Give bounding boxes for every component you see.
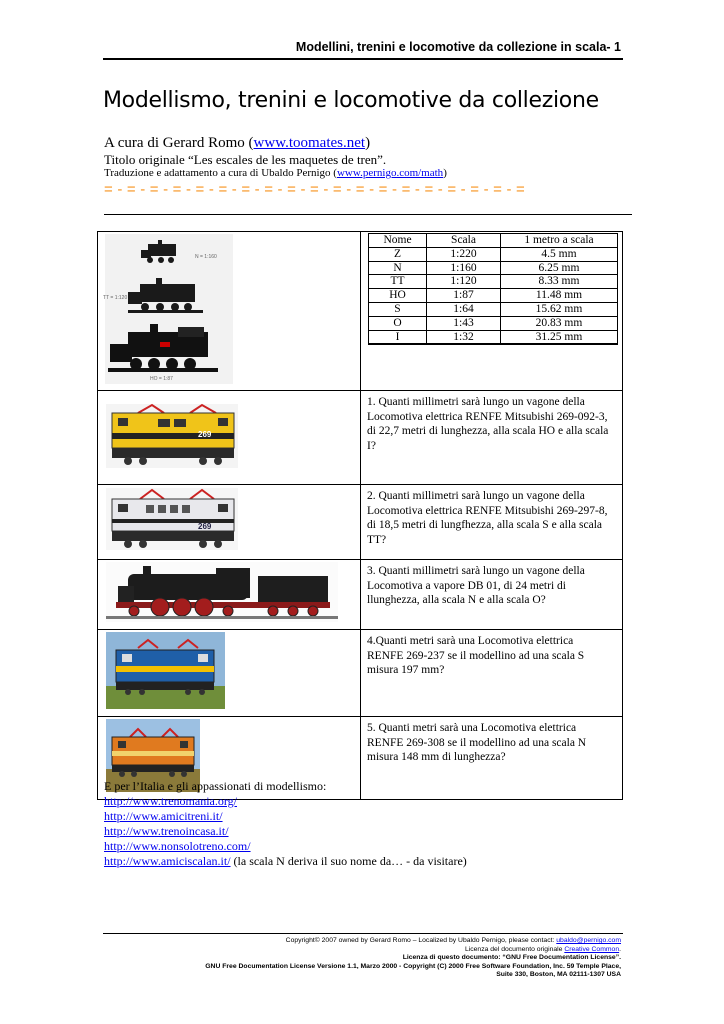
loco-photo-cell-2: [98, 485, 361, 560]
scale-name: O: [369, 316, 427, 330]
translation-link[interactable]: www.pernigo.com/math: [336, 167, 444, 179]
scale-ratio: 1:32: [427, 330, 501, 344]
scale-meter: 20.83 mm: [501, 316, 618, 330]
decorative-dash-line: = - = - = - = - = - = - = - = - = - = - = - = - = - = - = - = - = - = - =: [104, 181, 525, 198]
footer-license-suffix: .: [619, 945, 621, 953]
author-suffix: ): [365, 135, 371, 151]
scale-name: I: [369, 330, 427, 344]
scale-row: [369, 316, 618, 330]
link-amiciscalan[interactable]: http://www.amiciscalan.it/: [104, 854, 231, 868]
footer-license-doc: Licenza di questo documento: “GNU Free Documentation License”.: [402, 954, 621, 962]
footer-license-prefix: Licenza del documento originale: [464, 945, 565, 953]
footer: [103, 937, 621, 980]
footer-address: Suite 330, Boston, MA 02111-1307 USA: [496, 971, 621, 979]
loco-photo-white-269: [98, 485, 360, 554]
exercise-3: 3. Quanti millimetri sarà lungo un vagone della Locomotiva a vapore DB 01, di 24 metri di llunghezza, alla scala N e alla scala O?: [361, 560, 623, 630]
separator-rule: [104, 214, 632, 215]
scale-row: [369, 247, 618, 261]
header-rule: [103, 58, 623, 60]
footer-email-link[interactable]: ubaldo@pernigo.com: [556, 937, 621, 944]
label-n-scale: N = 1:160: [195, 254, 217, 260]
scale-name: S: [369, 302, 427, 316]
scale-row: [369, 261, 618, 275]
scale-ratio: 1:220: [427, 247, 501, 261]
loco-photo-cell-4: [98, 630, 361, 717]
scale-ratio: 1:43: [427, 316, 501, 330]
scale-name: HO: [369, 289, 427, 303]
scale-meter: 11.48 mm: [501, 289, 618, 303]
exercise-1: 1. Quanti millimetri sarà lungo un vagone della Locomotiva elettrica RENFE Mitsubishi 269-092-3, di 22,7 metri di lunghezza, alla scala HO e alla scala I?: [361, 391, 623, 485]
scale-table-cell: [361, 232, 623, 391]
link-trenoincasa[interactable]: http://www.trenoincasa.it/: [104, 824, 229, 838]
scale-comparison-photo-cell: [98, 232, 361, 391]
loco-photo-cell-3: [98, 560, 361, 630]
col-header-scale: Scala: [427, 234, 501, 248]
loco-number-269b: 269: [198, 522, 212, 531]
author-line: [104, 135, 370, 152]
author-link[interactable]: www.toomates.net: [253, 135, 366, 151]
scale-comparison-photo: [98, 232, 360, 385]
link-amicitreni[interactable]: http://www.amicitreni.it/: [104, 809, 223, 823]
original-title: Titolo originale “Les escales de les maquetes de tren”.: [104, 152, 387, 167]
loco-photo-steam-db01: [98, 560, 360, 624]
links-intro: E per l’Italia e gli appassionati di modellismo:: [104, 779, 327, 793]
scale-row: [369, 289, 618, 303]
footer-cc-link[interactable]: Creative Common: [564, 945, 620, 953]
page-title: Modellismo, trenini e locomotive da collezione: [103, 88, 599, 113]
scale-meter: 15.62 mm: [501, 302, 618, 316]
scale-meter: 6.25 mm: [501, 261, 618, 275]
scale-meter: 4.5 mm: [501, 247, 618, 261]
scale-ratio: 1:64: [427, 302, 501, 316]
translation-suffix: ): [443, 167, 447, 179]
scale-name: Z: [369, 247, 427, 261]
loco-photo-cell-1: [98, 391, 361, 485]
amiciscalan-note: (la scala N deriva il suo nome da… - da visitare): [230, 854, 467, 868]
exercise-table: [97, 231, 623, 800]
links-section: [104, 779, 467, 869]
footer-rule: [103, 933, 623, 934]
scale-table: [368, 233, 618, 345]
scale-name: TT: [369, 275, 427, 289]
footer-gnu-line: GNU Free Documentation License Versione 1.1, Marzo 2000 - Copyright (C) 2000 Free Software Foundation, Inc. 59 Temple Place,: [205, 962, 621, 970]
label-ho-scale: HO = 1:87: [150, 376, 173, 382]
scale-table-header-row: [369, 234, 618, 248]
scale-row: [369, 330, 618, 344]
loco-photo-blue-yellow-269-237: [98, 630, 360, 711]
exercise-2: 2. Quanti millimetri sarà lungo un vagone della Locomotiva elettrica RENFE Mitsubishi 269-297-8, di 18,5 metri di lungfhezza, alla scala S e alla scala TT?: [361, 485, 623, 560]
exercise-5: 5. Quanti metri sarà una Locomotiva elettrica RENFE 269-308 se il modellino ad una scala N misura 148 mm di lunghezza?: [361, 717, 623, 800]
link-nonsolotreno[interactable]: http://www.nonsolotreno.com/: [104, 839, 251, 853]
scale-ratio: 1:120: [427, 275, 501, 289]
col-header-meter: 1 metro a scala: [501, 234, 618, 248]
author-prefix: A cura di Gerard Romo (: [104, 135, 254, 151]
scale-ratio: 1:160: [427, 261, 501, 275]
footer-copyright: Copyright© 2007 owned by Gerard Romo – Localized by Ubaldo Pernigo, please contact:: [285, 937, 557, 944]
scale-row: [369, 275, 618, 289]
scale-name: N: [369, 261, 427, 275]
scale-meter: 8.33 mm: [501, 275, 618, 289]
running-header: Modellini, trenini e locomotive da collezione in scala- 1: [295, 40, 621, 54]
loco-number-269: 269: [198, 430, 212, 439]
label-tt-scale: TT = 1:120: [103, 295, 128, 301]
exercise-4: 4.Quanti metri sarà una Locomotiva elettrica RENFE 269-237 se il modellino ad una scala S misura 197 mm?: [361, 630, 623, 717]
scale-meter: 31.25 mm: [501, 330, 618, 344]
scale-ratio: 1:87: [427, 289, 501, 303]
col-header-name: Nome: [369, 234, 427, 248]
loco-photo-yellow-269: [98, 391, 360, 479]
translation-prefix: Traduzione e adattamento a cura di Ubaldo Pernigo (: [104, 167, 337, 179]
link-trenomania[interactable]: http://www.trenomania.org/: [104, 794, 237, 808]
translation-line: [104, 167, 447, 179]
scale-row: [369, 302, 618, 316]
